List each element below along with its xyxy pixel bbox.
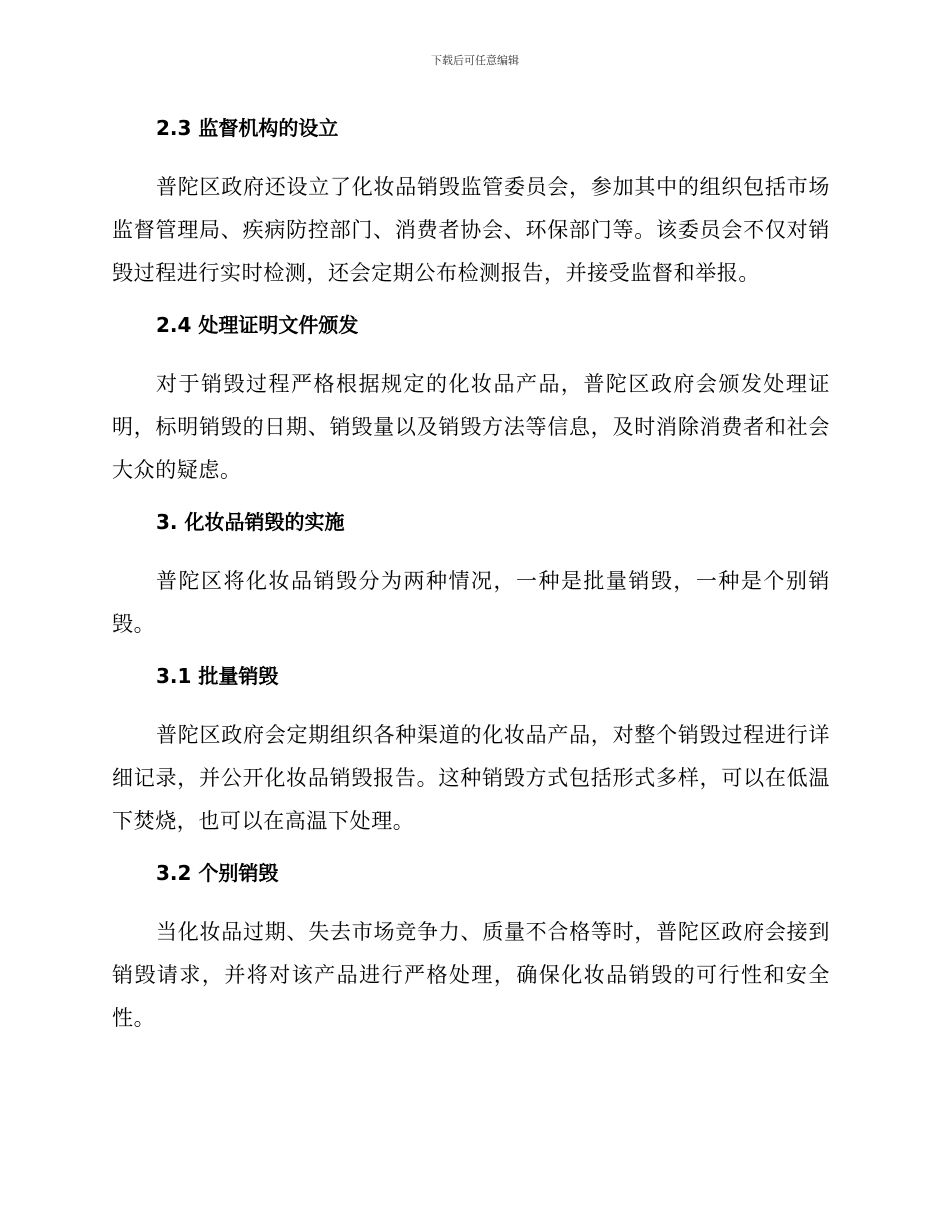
document-body bbox=[112, 110, 830, 1052]
section-heading: 3. 化妆品销毁的实施 bbox=[156, 510, 345, 534]
section-heading: 3.2 个别销毁 bbox=[156, 861, 279, 885]
section-paragraph: 对于销毁过程严格根据规定的化妆品产品，普陀区政府会颁发处理证明，标明销毁的日期、销毁量以及销毁方法等信息，及时消除消费者和社会大众的疑虑。 bbox=[112, 372, 830, 482]
section-paragraph: 普陀区政府还设立了化妆品销毁监管委员会，参加其中的组织包括市场监督管理局、疾病防控部门、消费者协会、环保部门等。该委员会不仅对销毁过程进行实时检测，还会定期公布检测报告，并接受监督和举报。 bbox=[112, 175, 830, 285]
section-paragraph: 当化妆品过期、失去市场竞争力、质量不合格等时，普陀区政府会接到销毁请求，并将对该产品进行严格处理，确保化妆品销毁的可行性和安全性。 bbox=[112, 920, 830, 1030]
section-3 bbox=[112, 504, 830, 646]
section-paragraph: 普陀区政府会定期组织各种渠道的化妆品产品，对整个销毁过程进行详细记录，并公开化妆品销毁报告。这种销毁方式包括形式多样，可以在低温下焚烧，也可以在高温下处理。 bbox=[112, 723, 830, 833]
section-heading: 2.4 处理证明文件颁发 bbox=[156, 313, 359, 337]
section-paragraph: 普陀区将化妆品销毁分为两种情况，一种是批量销毁，一种是个别销毁。 bbox=[112, 569, 830, 636]
page-header: 下载后可任意编辑 bbox=[431, 54, 519, 67]
section-2-4 bbox=[112, 307, 830, 492]
section-heading: 2.3 监督机构的设立 bbox=[156, 116, 339, 140]
section-3-2 bbox=[112, 855, 830, 1040]
section-3-1 bbox=[112, 658, 830, 843]
section-heading: 3.1 批量销毁 bbox=[156, 664, 279, 688]
section-2-3 bbox=[112, 110, 830, 295]
